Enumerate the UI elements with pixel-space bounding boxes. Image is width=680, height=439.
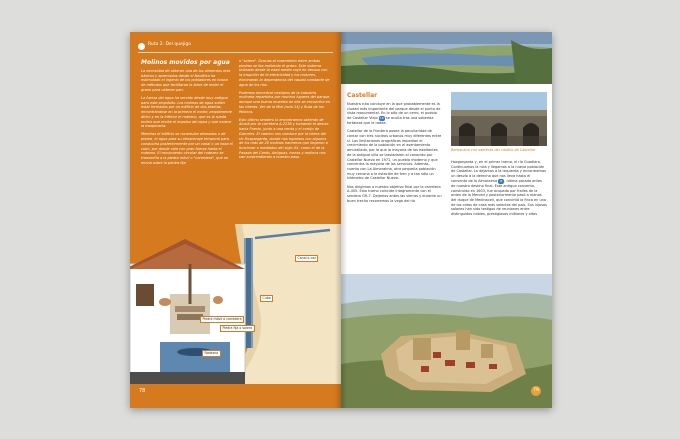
paragraph: Podemos encontrar vestigios de la industria molinera repartidos por muchos lugares del parque, aunque una buena muestra de ella se encuentra en las riberas. Ver de la Miel (ruta 14) y Ruta de los Molinos. — [239, 90, 331, 114]
label-canal: Canal o caz — [295, 255, 318, 262]
paragraph — [347, 102, 442, 126]
castle-aerial-illustration — [341, 274, 552, 408]
right-column-1 — [347, 102, 442, 207]
landscape-photo — [341, 32, 552, 84]
castle-wall-photo — [451, 92, 547, 146]
left-column-2 — [239, 59, 331, 164]
paragraph: Mientras el edificio se construían alineados o de piedra, el agua para su almacenaje temporal para conducirla posteriormente por un canal o un haza el cubo, por donde caía con gran fuerza hasta el rodezno. El movimiento circular del rodezno se transmitía a la piedra móvil o "corredera", que se movía sobre la piedra fija — [141, 132, 233, 165]
paragraph-text: se oculta tras una soberbia fortaleza que le rodea. — [347, 116, 434, 126]
paragraph: La fuerza del agua ha servido desde muy antiguo para este propósito. Los molinos de agua solían estar formados por un edificio de dos plantas, encontrándose en la primera el motor, propiamente dicho y en la inferior el rodezno, que es la rueda motriz que recibe el impulso del agua y que mueve la maquinaria. — [141, 96, 232, 129]
label-corredera: Piedra móvil o corredera — [200, 316, 244, 323]
right-page — [341, 32, 552, 408]
map-marker-badge: 8 — [498, 179, 504, 184]
right-column-2 — [451, 160, 547, 220]
paragraph: Castellar de la Frontera posee la peculiaridad de contar con tres núcleos urbanos muy diferentes entre sí. Las limitaciones orográficas impedían el crecimiento de la población en el asentamiento amurallado, por lo que la mayoría de los habitantes de la antigua villa se trasladaron al conocido por Castellar Nuevo en 1971, un pueblo moderno y que concentra la mayoría de los servicios. Además, cuenta con La Almoraima, otra pequeña población muy cercana a la estación de tren y a tan sólo un kilómetro de Castellar Nuevo. — [347, 129, 442, 181]
label-rodezno: Rodezno — [202, 350, 221, 357]
left-page — [130, 32, 341, 408]
left-column-1 — [141, 69, 233, 169]
page-header: Ruta 2. Del quejigo — [148, 42, 191, 47]
paragraph — [451, 160, 547, 217]
page-number: 78 — [139, 388, 146, 394]
section-title: Castellar — [347, 92, 378, 99]
map-marker-badge: 16 — [379, 116, 384, 121]
paragraph-text: , última parada antes de nuestro destino final. Este antiguo convento, construido en 1603, fue ocupado por frailes de la orden de la Merced y posteriormente pasó a manos del duque de Medinaceli, que convirtió la finca en uno de los cotos de caza más selectos del país. Sus lujosos salones han sido testigos de reuniones entre distinguidos nobles, prestigiosos militares y altos — [451, 178, 547, 217]
label-cubo: Cubo — [260, 295, 273, 302]
header-divider — [138, 52, 333, 53]
page-number: 79 — [531, 386, 541, 396]
paragraph: La necesidad de obtener una de los alimentos más básicos y apreciados desde el Neolítico ha estimulado el ingenio de los pobladores en busca de métodos que facilitaran la labor de moler el grano para obtener pan. — [141, 69, 231, 92]
paragraph-text: Hozgarganta y, en el primer tramo, el río Guadiaro. Continuamos la ruta y llegamos a la nueva población de Castellar. La dejamos a la izquierda y encontramos un desvío a la derecha que nos lleva hasta el convento de la Almoraima — [451, 160, 546, 183]
paragraph-text: Nuestra ruta conduye en la que probablemente es la ciudad más importante del parque desde el punto de vista monumental. En lo alto de un cerro, el pueblo de Castellar Viejo — [347, 102, 441, 121]
paragraph: Esto último sendero lo encontramos saliendo de Alcalá por la carretera A-2236 y tomando el desvío hacia Puerto, junto a una venta y el cortijo de Garceles. El camino nos conduce por la ribera del río Hozgarganta, donde nos topamos con algunos de los más de 20 molinos harineros que llegaron a funcionar a mediados del siglo XX, como el de la Pasada del Cerdo. Antiguas, moras y molinos nos van sorprendiendo a nuestro paso. — [239, 117, 329, 160]
paragraph: o "solera". Gracias al rozamiento entre ambas piedras se iba moliendo el grano. Este sistema utilizado desde la edad media cayó en desuso con la irrupción de la electricidad y los motores, eliminando la dependencia del caudal constante de agua de los ríos. — [239, 59, 330, 87]
book-spread — [130, 32, 552, 408]
label-solera: Piedra fija o solera — [220, 325, 255, 332]
photo-caption: Barbacana con saeteras del castillo de Castellar — [451, 148, 536, 152]
route-icon — [138, 43, 145, 50]
paragraph: Nos dirigimos a nuestro objetivo final por la carretera A-405. Esta tramo coincide íntegramente con el sendero GR-7. Dejamos antes las sierras y durante un buen trecho recorremos la vega del río — [347, 184, 442, 203]
mill-illustration — [130, 224, 341, 384]
section-title: Molinos movidos por agua — [141, 59, 230, 66]
